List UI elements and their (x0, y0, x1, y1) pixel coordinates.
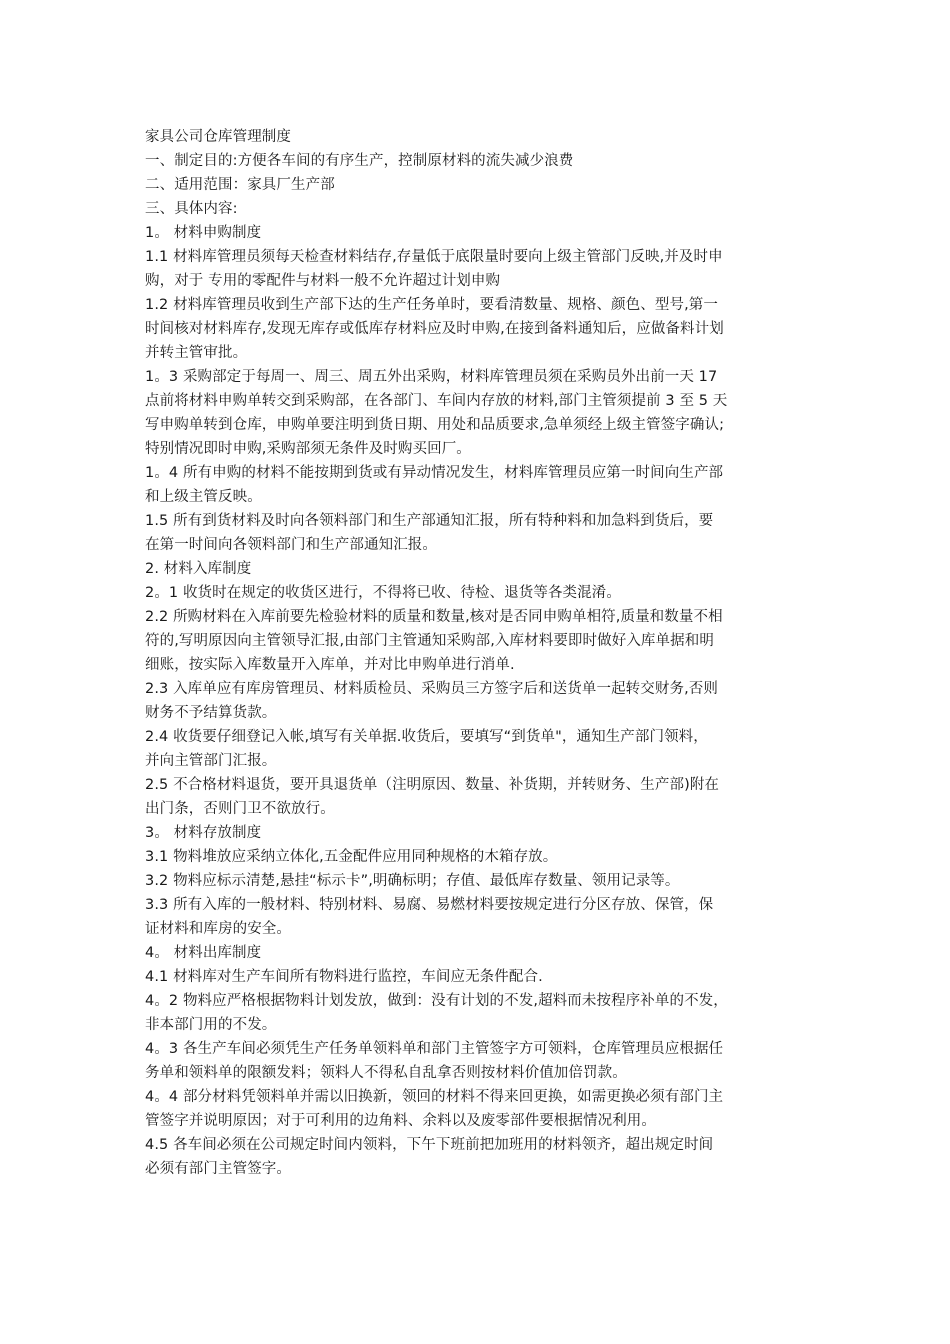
section-heading: 4。 材料出库制度 (145, 945, 262, 961)
section-heading: 3。 材料存放制度 (145, 825, 262, 841)
text-line: 1.1 材料库管理员须每天检查材料结存,存量低于底限量时要向上级主管部门反映,并及时申 (145, 249, 723, 265)
text-line: 证材料和库房的安全。 (145, 921, 291, 937)
text-line: 财务不予结算货款。 (145, 705, 277, 721)
text-line: 务单和领料单的限额发料；领料人不得私自乱拿否则按材料价值加倍罚款。 (145, 1065, 627, 1081)
text-line: 3.1 物料堆放应采纳立体化,五金配件应用同种规格的木箱存放。 (145, 849, 558, 865)
text-line: 3.3 所有入库的一般材料、特别材料、易腐、易燃材料要按规定进行分区存放、保管，保 (145, 897, 714, 913)
text-line: 并转主管审批。 (145, 345, 248, 361)
text-line: 4。2 物料应严格根据物料计划发放，做到：没有计划的不发,超料而未按程序补单的不发， (145, 993, 728, 1009)
text-line: 三、具体内容: (145, 201, 238, 217)
text-line: 符的,写明原因向主管领导汇报,由部门主管通知采购部,入库材料要即时做好入库单据和明 (145, 633, 714, 649)
text-line: 4。4 部分材料凭领料单并需以旧换新，领回的材料不得来回更换，如需更换必须有部门主 (145, 1089, 724, 1105)
text-line: 2.3 入库单应有库房管理员、材料质检员、采购员三方签字后和送货单一起转交财务,否则 (145, 681, 718, 697)
text-line: 和上级主管反映。 (145, 489, 262, 505)
text-line: 出门条，否则门卫不欲放行。 (145, 801, 335, 817)
text-line: 细账，按实际入库数量开入库单，并对比申购单进行消单. (145, 657, 515, 673)
text-line: 写申购单转到仓库，申购单要注明到货日期、用处和品质要求,急单须经上级主管签字确认; (145, 417, 725, 433)
text-line: 二、适用范围：家具厂生产部 (145, 177, 335, 193)
text-line: 在第一时间向各领料部门和生产部通知汇报。 (145, 537, 437, 553)
text-line: 点前将材料申购单转交到采购部，在各部门、车间内存放的材料,部门主管须提前 3 至 5 天 (145, 393, 728, 409)
text-line: 1。3 采购部定于每周一、周三、周五外出采购，材料库管理员须在采购员外出前一天 17 (145, 369, 718, 385)
text-line: 时间核对材料库存,发现无库存或低库存材料应及时申购,在接到备料通知后，应做备料计划 (145, 321, 724, 337)
section-heading: 1。 材料申购制度 (145, 225, 262, 241)
text-line: 1。4 所有申购的材料不能按期到货或有异动情况发生，材料库管理员应第一时间向生产部 (145, 465, 724, 481)
text-line: 2。1 收货时在规定的收货区进行，不得将已收、待检、退货等各类混淆。 (145, 585, 621, 601)
text-line: 管签字并说明原因；对于可利用的边角料、余料以及废零部件要根据情况利用。 (145, 1113, 656, 1129)
text-line: 购，对于 专用的零配件与材料一般不允许超过计划申购 (145, 273, 501, 289)
text-line: 4.1 材料库对生产车间所有物料进行监控，车间应无条件配合. (145, 969, 543, 985)
text-line: 并向主管部门汇报。 (145, 753, 277, 769)
text-line: 非本部门用的不发。 (145, 1017, 277, 1033)
text-line: 必须有部门主管签字。 (145, 1161, 291, 1177)
text-line: 4.5 各车间必须在公司规定时间内领料，下午下班前把加班用的材料领齐，超出规定时间 (145, 1137, 714, 1153)
text-line: 1.2 材料库管理员收到生产部下达的生产任务单时，要看清数量、规格、颜色、型号,第一 (145, 297, 718, 313)
text-line: 4。3 各生产车间必须凭生产任务单领料单和部门主管签字方可领料，仓库管理员应根据任 (145, 1041, 724, 1057)
text-line: 1.5 所有到货材料及时向各领料部门和生产部通知汇报，所有特种料和加急料到货后，要 (145, 513, 714, 529)
document-page (145, 125, 813, 1181)
document-title: 家具公司仓库管理制度 (145, 129, 291, 145)
section-heading: 2. 材料入库制度 (145, 561, 252, 577)
text-line: 特别情况即时申购,采购部须无条件及时购买回厂。 (145, 441, 471, 457)
text-line: 2.4 收货要仔细登记入帐,填写有关单据.收货后，要填写“到货单"，通知生产部门领料， (145, 729, 708, 745)
text-line: 2.2 所购材料在入库前要先检验材料的质量和数量,核对是否同申购单相符,质量和数量不相 (145, 609, 723, 625)
text-line: 3.2 物料应标示清楚,悬挂“标示卡”,明确标明；存值、最低库存数量、领用记录等。 (145, 873, 680, 889)
text-line: 一、制定目的:方便各车间的有序生产，控制原材料的流失减少浪费 (145, 153, 574, 169)
text-line: 2.5 不合格材料退货，要开具退货单（注明原因、数量、补货期，并转财务、生产部)附在 (145, 777, 720, 793)
